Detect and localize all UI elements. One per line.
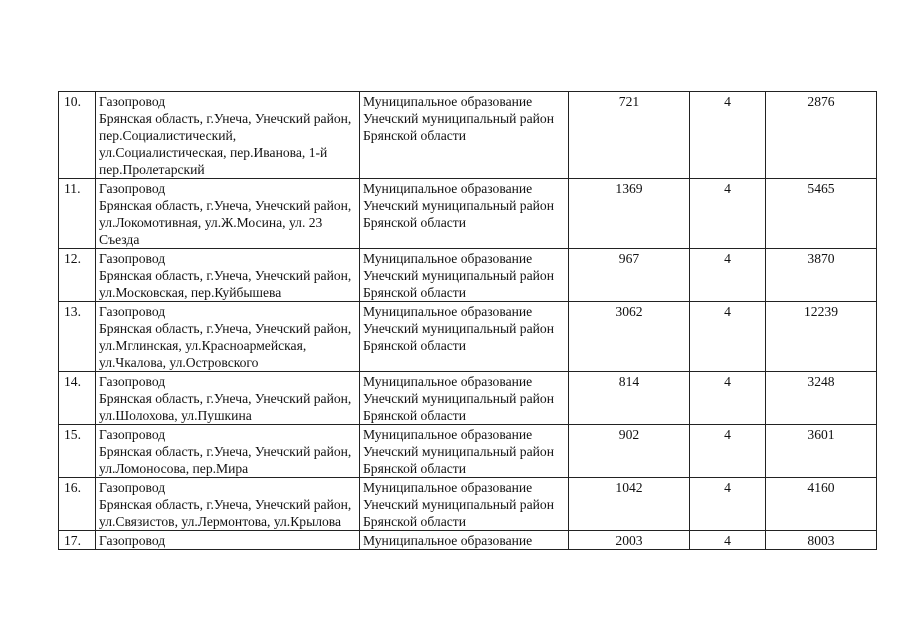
category-cell: 4 [690, 372, 766, 425]
owner-cell: Муниципальное образование Унечский муниципальный район Брянской области [360, 92, 569, 179]
table-row [59, 478, 877, 531]
area-cell: 4160 [766, 478, 877, 531]
owner-cell: Муниципальное образование Унечский муниципальный район Брянской области [360, 302, 569, 372]
category-cell: 4 [690, 92, 766, 179]
row-number: 10. [59, 92, 96, 179]
object-name-cell: Газопровод Брянская область, г.Унеча, Унечский район, ул.Локомотивная, ул.Ж.Мосина, ул. 23 Съезда [96, 179, 360, 249]
row-number: 16. [59, 478, 96, 531]
length-cell: 1042 [569, 478, 690, 531]
area-cell: 3248 [766, 372, 877, 425]
table-row [59, 372, 877, 425]
owner-cell: Муниципальное образование Унечский муниципальный район Брянской области [360, 478, 569, 531]
length-cell: 814 [569, 372, 690, 425]
table-row [59, 302, 877, 372]
area-cell: 3601 [766, 425, 877, 478]
row-number: 13. [59, 302, 96, 372]
object-name-cell: Газопровод Брянская область, г.Унеча, Унечский район, ул.Шолохова, ул.Пушкина [96, 372, 360, 425]
area-cell: 8003 [766, 531, 877, 550]
owner-cell: Муниципальное образование Унечский муниципальный район Брянской области [360, 179, 569, 249]
area-cell: 5465 [766, 179, 877, 249]
length-cell: 2003 [569, 531, 690, 550]
owner-cell: Муниципальное образование [360, 531, 569, 550]
object-name-cell: Газопровод Брянская область, г.Унеча, Унечский район, ул.Московская, пер.Куйбышева [96, 249, 360, 302]
category-cell: 4 [690, 179, 766, 249]
length-cell: 3062 [569, 302, 690, 372]
area-cell: 3870 [766, 249, 877, 302]
object-name-cell: Газопровод Брянская область, г.Унеча, Унечский район, ул.Ломоносова, пер.Мира [96, 425, 360, 478]
length-cell: 721 [569, 92, 690, 179]
area-cell: 12239 [766, 302, 877, 372]
length-cell: 1369 [569, 179, 690, 249]
table-body [59, 92, 877, 550]
gas-pipeline-table [58, 91, 877, 550]
length-cell: 902 [569, 425, 690, 478]
object-name-cell: Газопровод Брянская область, г.Унеча, Унечский район, ул.Мглинская, ул.Красноармейская, ул.Чкалова, ул.Островского [96, 302, 360, 372]
table-row [59, 425, 877, 478]
row-number: 17. [59, 531, 96, 550]
category-cell: 4 [690, 302, 766, 372]
area-cell: 2876 [766, 92, 877, 179]
row-number: 12. [59, 249, 96, 302]
owner-cell: Муниципальное образование Унечский муниципальный район Брянской области [360, 249, 569, 302]
table-row [59, 531, 877, 550]
object-name-cell: Газопровод Брянская область, г.Унеча, Унечский район, пер.Социалистический, ул.Социалистическая, пер.Иванова, 1-й пер.Пролетарский [96, 92, 360, 179]
category-cell: 4 [690, 531, 766, 550]
owner-cell: Муниципальное образование Унечский муниципальный район Брянской области [360, 425, 569, 478]
object-name-cell: Газопровод [96, 531, 360, 550]
row-number: 11. [59, 179, 96, 249]
object-name-cell: Газопровод Брянская область, г.Унеча, Унечский район, ул.Связистов, ул.Лермонтова, ул.Крылова [96, 478, 360, 531]
table-row [59, 92, 877, 179]
category-cell: 4 [690, 425, 766, 478]
category-cell: 4 [690, 249, 766, 302]
row-number: 14. [59, 372, 96, 425]
category-cell: 4 [690, 478, 766, 531]
row-number: 15. [59, 425, 96, 478]
length-cell: 967 [569, 249, 690, 302]
table-row [59, 179, 877, 249]
table-row [59, 249, 877, 302]
owner-cell: Муниципальное образование Унечский муниципальный район Брянской области [360, 372, 569, 425]
